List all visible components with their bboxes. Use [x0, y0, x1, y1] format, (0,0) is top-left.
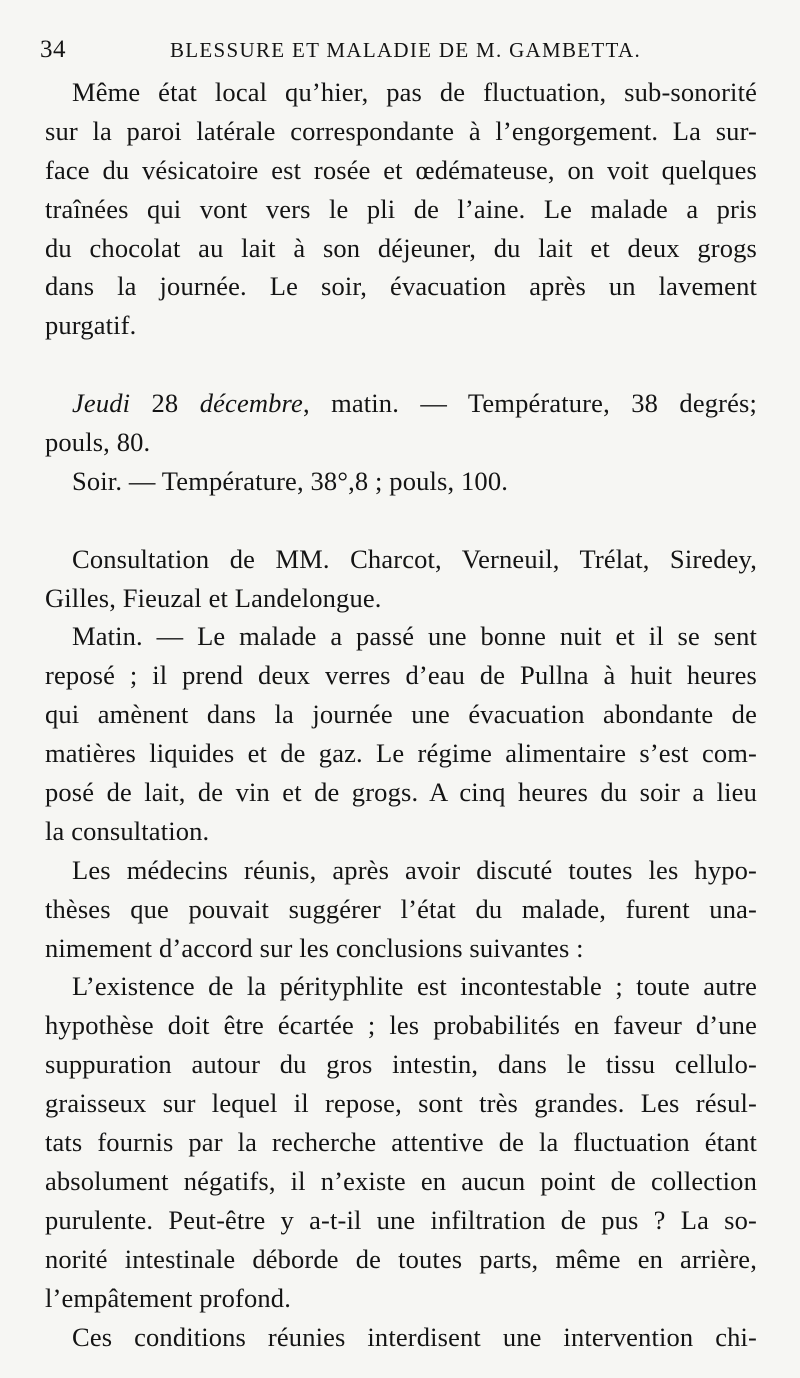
paragraph-consultation: [45, 540, 757, 618]
text-line: matières liquides et de gaz. Le régime alimentaire s’est com-: [45, 738, 757, 769]
paragraph-date-entry: [45, 384, 757, 462]
text-line: qui amènent dans la journée une évacuation abondante de: [45, 699, 757, 730]
text-line: L’existence de la pérityphlite est incontestable ; toute autre: [72, 971, 757, 1002]
text-line: purulente. Peut-être y a-t-il une infiltration de pus ? La so-: [45, 1204, 757, 1235]
text-line: hypothèse doit être écartée ; les probabilités en faveur d’une: [45, 1010, 757, 1041]
text-line: Gilles, Fieuzal et Landelongue.: [45, 582, 382, 613]
paragraph-physicians: [45, 851, 757, 968]
month: décembre: [199, 388, 303, 419]
text-line: reposé ; il prend deux verres d’eau de Pullna à huit heures: [45, 660, 757, 691]
text-line: pouls, 80.: [45, 427, 151, 458]
text-line: la consultation.: [45, 815, 210, 846]
text-line: Soir. — Température, 38°,8 ; pouls, 100.: [72, 465, 509, 496]
page-body: [45, 73, 757, 1356]
text-line: Consultation de MM. Charcot, Verneuil, Trélat, Siredey,: [72, 543, 757, 574]
page-header: [40, 36, 760, 70]
paragraph-conclusion: [45, 967, 757, 1317]
text-line: norité intestinale déborde de toutes parts, même en arrière,: [45, 1243, 757, 1274]
page-number: 34: [40, 36, 66, 63]
text-line: Ces conditions réunies interdisent une intervention chi-: [72, 1321, 757, 1352]
text-line: posé de lait, de vin et de grogs. A cinq heures du soir a lieu: [45, 777, 757, 808]
paragraph-final: [45, 1318, 757, 1357]
text-line: Les médecins réunis, après avoir discuté toutes les hypo-: [72, 854, 757, 885]
text-line: Matin. — Le malade a passé une bonne nuit et il se sent: [72, 621, 757, 652]
paragraph-spacer: [45, 501, 757, 540]
text-line: du chocolat au lait à son déjeuner, du lait et deux grogs: [45, 232, 757, 263]
date-line: [45, 384, 757, 423]
text-line: sur la paroi latérale correspondante à l’engorgement. La sur-: [45, 115, 757, 146]
text-line: purgatif.: [45, 310, 137, 341]
text-line: tats fournis par la recherche attentive de la fluctuation étant: [45, 1127, 757, 1158]
date-number: 28: [130, 388, 200, 419]
paragraph-spacer: [45, 345, 757, 384]
running-title: BLESSURE ET MALADIE DE M. GAMBETTA.: [170, 38, 642, 62]
text-line: dans la journée. Le soir, évacuation après un lavement: [45, 271, 757, 302]
text-line: thèses que pouvait suggérer l’état du malade, furent una-: [45, 893, 757, 924]
date-line-rest: , matin. — Température, 38 degrés;: [302, 388, 757, 419]
text-line: l’empâtement profond.: [45, 1282, 291, 1313]
text-line: suppuration autour du gros intestin, dans le tissu cellulo-: [45, 1049, 757, 1080]
text-line: absolument négatifs, il n’existe en aucun point de collection: [45, 1165, 757, 1196]
text-line: face du vésicatoire est rosée et œdémateuse, on voit quelques: [45, 154, 757, 185]
text-line: nimement d’accord sur les conclusions suivantes :: [45, 932, 584, 963]
weekday: Jeudi: [72, 388, 131, 419]
text-line: graisseux sur lequel il repose, sont très grandes. Les résul-: [45, 1088, 757, 1119]
text-line: Même état local qu’hier, pas de fluctuation, sub-sonorité: [72, 77, 757, 107]
paragraph-evening: [45, 462, 757, 501]
text-line: traînées qui vont vers le pli de l’aine. Le malade a pris: [45, 193, 757, 224]
paragraph-morning: [45, 617, 757, 850]
paragraph-local-state: [45, 73, 757, 345]
